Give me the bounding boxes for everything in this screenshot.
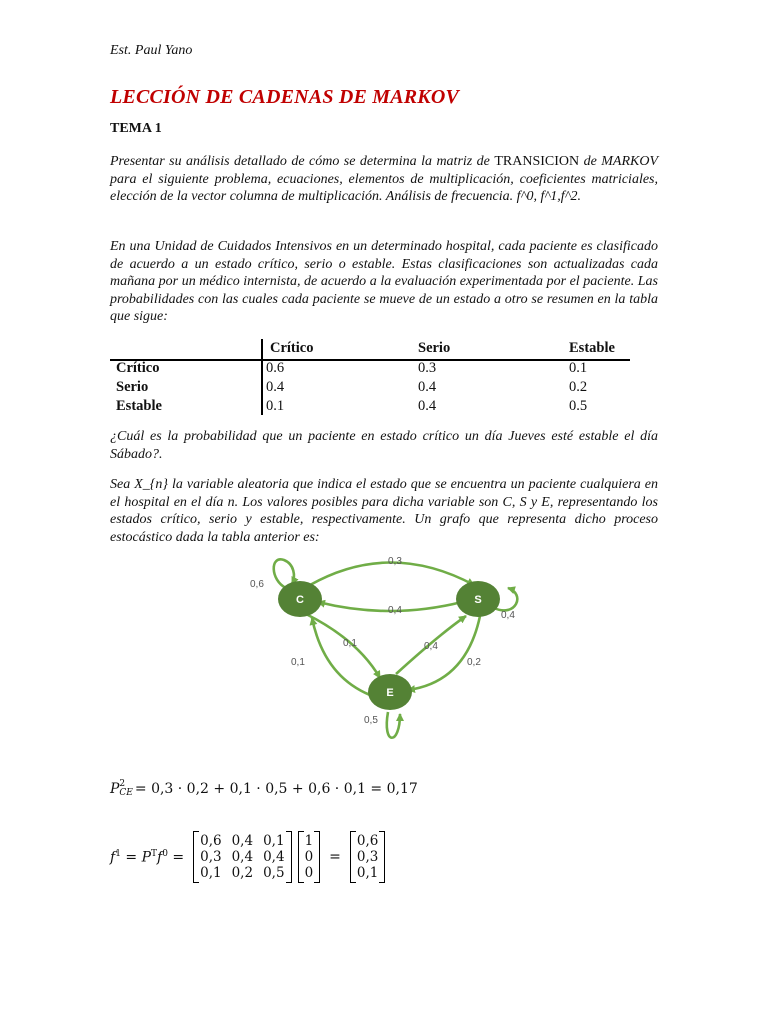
intro-paragraph: Presentar su análisis detallado de cómo se determina la matriz de TRANSICION de MARKOV para el siguiente problema, ecuaciones, elementos de multiplicación, coeficientes matriciales, elección de la vector columna de multiplicación. Análisis de frecuencia. f^0, f^1,f^2. (110, 154, 658, 204)
markov-state-graph (240, 550, 530, 750)
explanation-paragraph: Sea X_{n} la variable aleatoria que indica el estado que se encuentra un paciente cualquiera en el hospital en el día n. Los valores posibles para dicha variable son C, S y E, representando los estados crítico, serio y estable, respectivamente. Un grafo que representa dicho proceso estocástico dada la tabla anterior es: (110, 477, 658, 545)
section-heading: TEMA 1 (110, 121, 162, 136)
table-column-rule (261, 339, 263, 415)
transition-table (110, 339, 630, 417)
edge-e-e (387, 712, 400, 738)
table-header: Estable (569, 340, 615, 356)
table-cell: 0.6 (266, 360, 285, 376)
equals-sign: = (329, 849, 341, 865)
vector-cell: 0 (304, 849, 314, 865)
node-s-label: S (474, 594, 482, 606)
table-header: Crítico (270, 340, 314, 356)
table-header: Serio (418, 340, 451, 356)
question-paragraph: ¿Cuál es la probabilidad que un paciente en estado crítico un día Jueves esté estable el día Sábado?. (110, 429, 658, 462)
edge-label-s-c: 0,4 (388, 605, 402, 616)
edge-label-s-s: 0,4 (501, 610, 515, 621)
vector-cell: 1 (304, 833, 314, 849)
edge-label-c-e: 0,1 (343, 638, 357, 649)
formula-superscript: 2 (119, 779, 126, 789)
table-row-label: Estable (116, 398, 162, 414)
table-cell: 0.4 (266, 379, 285, 395)
table-cell: 0.1 (266, 398, 285, 414)
edge-label-e-c: 0,1 (291, 657, 305, 668)
table-cell: 0.4 (418, 398, 437, 414)
edge-label-c-c: 0,6 (250, 579, 264, 590)
formula-rhs: = 0,3 · 0,2 + 0,1 · 0,5 + 0,6 · 0,1 = 0,17 (134, 781, 418, 797)
table-header-rule (110, 359, 630, 361)
vector-cell: 0,6 (356, 833, 379, 849)
table-cell: 0.3 (418, 360, 437, 376)
result-vector (350, 831, 385, 883)
edge-label-c-s: 0,3 (388, 556, 402, 567)
table-cell: 0.5 (569, 398, 588, 414)
matrix-cell: 0,2 (231, 865, 254, 881)
author-name: Est. Paul Yano (110, 43, 193, 58)
matrix-cell: 0,4 (231, 833, 254, 849)
edge-label-e-s: 0,4 (424, 641, 438, 652)
document-title: LECCIÓN DE CADENAS DE MARKOV (110, 86, 460, 108)
problem-paragraph: En una Unidad de Cuidados Intensivos en un determinado hospital, cada paciente es clasificado de acuerdo a un estado crítico, serio o estable. Estas clasificaciones son actualizadas cada mañana por un médico internista, de acuerdo a la evaluación experimentada por el paciente. Las probabilidades con las cuales cada paciente se mueve de un estado a otro se resumen en la tabla que sigue: (110, 239, 658, 324)
table-row-label: Serio (116, 379, 149, 395)
table-cell: 0.1 (569, 360, 588, 376)
formula-variable: P (110, 781, 120, 797)
node-e-label: E (386, 687, 394, 699)
vector-cell: 0,1 (356, 865, 379, 881)
edge-e-c (312, 618, 370, 695)
transpose-matrix (193, 831, 291, 883)
vector-cell: 0,3 (356, 849, 379, 865)
matrix-cell: 0,1 (200, 865, 222, 881)
two-step-probability-formula (110, 780, 418, 798)
table-row-label: Crítico (116, 360, 160, 376)
matrix-cell: 0,6 (200, 833, 222, 849)
vector-cell: 0 (304, 865, 314, 881)
matrix-cell: 0,5 (263, 865, 285, 881)
state-vector-formula (110, 832, 388, 882)
initial-vector (298, 831, 321, 883)
table-cell: 0.2 (569, 379, 588, 395)
matrix-cell: 0,3 (200, 849, 222, 865)
matrix-cell: 0,4 (263, 849, 285, 865)
formula-lhs: $f^1 = P^Tf^0$ = (110, 848, 185, 866)
node-c-label: C (296, 594, 304, 606)
matrix-cell: 0,4 (231, 849, 254, 865)
edge-label-e-e: 0,5 (364, 715, 378, 726)
formula-subscript: CE (119, 788, 133, 798)
edge-label-s-e: 0,2 (467, 657, 481, 668)
matrix-cell: 0,1 (263, 833, 285, 849)
table-cell: 0.4 (418, 379, 437, 395)
